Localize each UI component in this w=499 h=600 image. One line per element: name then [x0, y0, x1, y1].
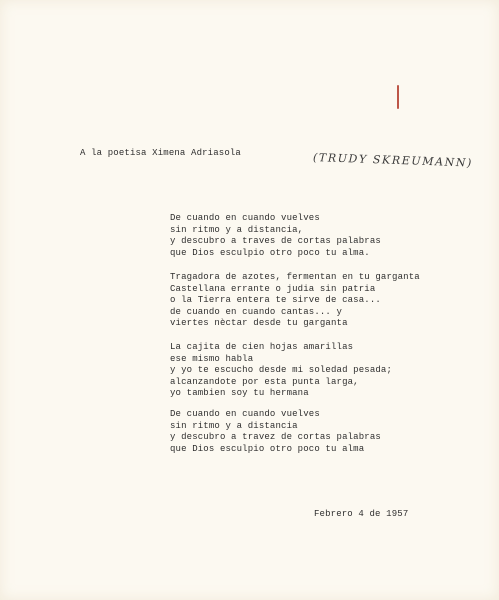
handwritten-annotation: (TRUDY SKREUMANN): [312, 151, 474, 170]
letter-date: Febrero 4 de 1957: [314, 509, 409, 519]
poem-line: De cuando en cuando vuelves: [170, 213, 320, 223]
poem-line: Castellana errante o judia sin patria: [170, 283, 376, 294]
poem-line: De cuando en cuando vuelves: [170, 409, 320, 419]
poem-line: viertes nèctar desde tu garganta: [170, 318, 348, 328]
poem-line: sin ritmo y a distancia,: [170, 224, 304, 235]
poem-line: yo tambien soy tu hermana: [170, 388, 309, 398]
poem-line: de cuando en cuando cantas... y: [170, 306, 343, 317]
stanza-2: [170, 272, 420, 330]
poem-line: La cajita de cien hojas amarillas: [170, 342, 354, 352]
poem-line: y yo te escucho desde mi soledad pesada;: [170, 365, 393, 375]
poem-line: sin ritmo y a distancia: [170, 420, 298, 431]
stanza-4: [170, 409, 381, 455]
red-pen-mark: [397, 85, 399, 109]
stanza-3: [170, 342, 392, 400]
poem-line: ese mismo habla: [170, 353, 254, 364]
poem-line: que Dios esculpio otro poco tu alma.: [170, 247, 370, 258]
poem-line: Tragadora de azotes, fermentan en tu garganta: [170, 272, 420, 282]
poem-line: y descubro a traves de cortas palabras: [170, 236, 381, 246]
poem-line: o la Tierra entera te sirve de casa...: [170, 295, 381, 305]
stanza-1: [170, 213, 381, 259]
poem-line: alcanzandote por esta punta larga,: [170, 376, 359, 387]
poem-line: y descubro a travez de cortas palabras: [170, 432, 381, 442]
poem-line: que Dios esculpio otro poco tu alma: [170, 443, 365, 454]
dedication-line: A la poetisa Ximena Adriasola: [80, 148, 241, 158]
